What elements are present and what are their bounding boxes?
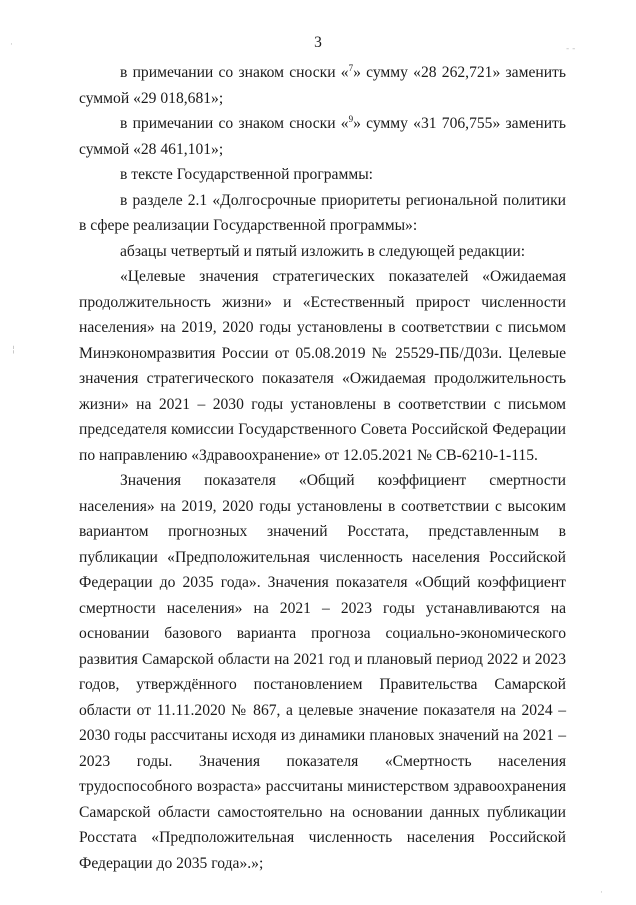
footnote-marker: 9 [348,114,354,124]
paragraph-edit-instruction: абзацы четвертый и пятый изложить в следующей редакции: [120,242,526,260]
scan-dot: · [600,888,603,898]
page-number: 3 [314,34,322,51]
footnote-marker: 7 [348,63,354,73]
paragraph-section-2-1: в разделе 2.1 «Долгосрочные приоритеты региональной политики в сфере реализации Государственной программы»: [79,191,566,234]
paragraph-mortality-values: Значения показателя «Общий коэффициент смертности населения» на 2019, 2020 годы установлены в соответствии с высоким вариантом прогнозных значений Росстата, представленным в публикации «Предположительная численность населения Российской Федерации до 2035 года». Значения показателя «Общий коэффициент смертности населения» на 2021 – 2023 годы устанавливаются на основании базового варианта прогноза социально-экономического развития Самарской области на 2021 год и плановый период 2022 и 2023 годов, утверждённого постановлением Правительства Самарской области от 11.11.2020 № 867, а целевые значение показателя на 2024 – 2030 годы рассчитаны исходя из динамики плановых значений на 2021 – 2023 годы. Значения показателя «Смертность населения трудоспособного возраста» рассчитаны министерством здравоохранения Самарской области самостоятельно на основании данных публикации Росстата «Предположительная численность населения Российской Федерации до 2035 года».»; [79,472,566,872]
scan-dot: ¦ [12,345,16,355]
paragraph-program-text: в тексте Государственной программы: [120,166,374,183]
paragraph-footnote-9 [79,111,566,162]
paragraph-target-values: «Целевые значения стратегических показателей «Ожидаемая продолжительность жизни» и «Естественный прирост численности населения» на 2019, 2020 годы установлены в соответствии с письмом Минэкономразвития России от 05.08.2019 № 25529-ПБ/Д03и. Целевые значения стратегического показателя «Ожидаемая продолжительность жизни» на 2021 – 2030 годы установлены в соответствии с письмом председателя комиссии Государственного Совета Российской Федерации по направлению «Здравоохранение» от 12.05.2021 № СВ-6210-1-115. [79,268,566,464]
paragraph-text: » сумму «28 262,721» заменить суммой «29 018,681»; [79,64,566,107]
scan-dot: ‑ ‑ [566,44,576,54]
scan-dot: · [10,40,13,50]
document-body [79,60,566,876]
paragraph-text: » сумму «31 706,755» заменить суммой «28 461,101»; [79,115,566,158]
paragraph-text: в примечании со знаком сноски « [120,64,349,81]
paragraph-text: в примечании со знаком сноски « [120,115,349,132]
paragraph-footnote-7 [79,60,566,111]
